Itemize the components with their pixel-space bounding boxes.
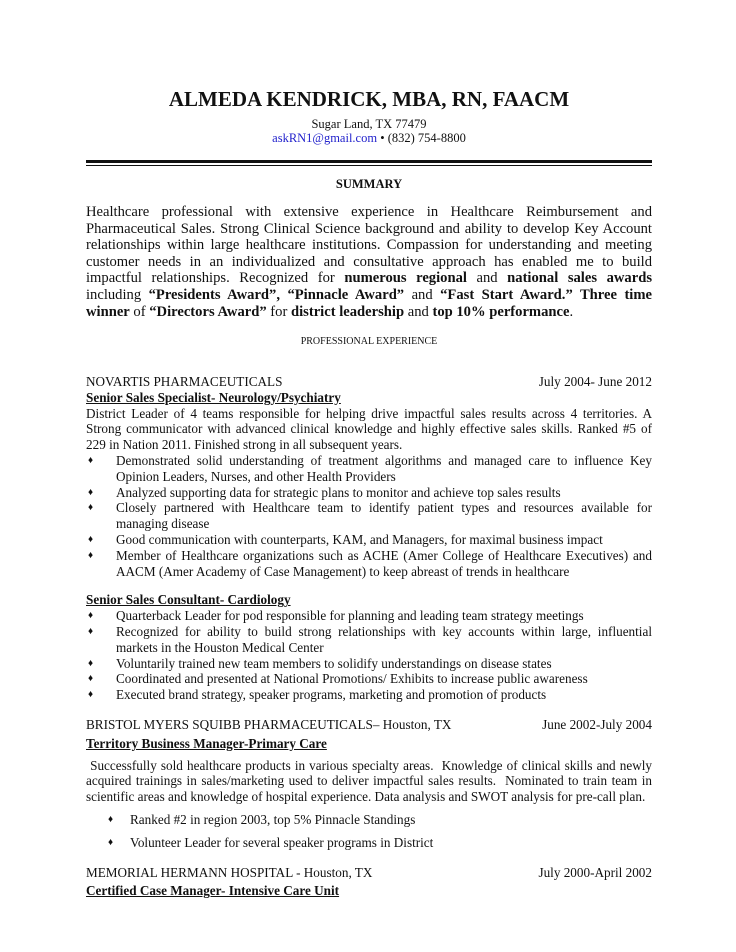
- diamond-bullet-icon: ♦: [108, 836, 114, 848]
- list-item: [86, 548, 652, 580]
- summary-seg: “Fast Start Award.” Three time winner: [86, 286, 652, 320]
- list-item: [86, 532, 652, 548]
- list-item: [86, 812, 652, 828]
- summary-seg: for: [266, 303, 291, 320]
- diamond-bullet-icon: ♦: [108, 813, 114, 825]
- summary-seg: Healthcare professional with extensive experience in Healthcare Reimbursement and Pharmaceutical Sales. Strong Clinical Science background and ability to develop Key Account relationships within large healthcare institutions. Compassion for understanding and meeting customer needs in an individualized and consultative approach has enabled me to build impactful relationships. Recognized for: [86, 204, 652, 287]
- location: Sugar Land, TX 77479: [311, 117, 427, 131]
- role-description: Successfully sold healthcare products in various specialty areas. Knowledge of clinical skills and newly acquired trainings in sales/marketing used to deliver impactful sales results. Nominated to train team in scientific areas and knowledge of hospital experience. Data analysis and SWOT analysis for pre-call plan.: [86, 757, 656, 805]
- summary-seg: top 10% performance: [432, 303, 570, 320]
- bullet-text: Executed brand strategy, speaker programs, marketing and promotion of products: [116, 687, 547, 703]
- diamond-bullet-icon: ♦: [88, 610, 94, 622]
- dates: July 2000-April 2002: [538, 864, 652, 880]
- role-title: Certified Case Manager- Intensive Care Unit: [86, 883, 340, 899]
- dates: June 2002-July 2004: [542, 716, 652, 732]
- diamond-bullet-icon: ♦: [88, 486, 94, 498]
- list-item: [86, 485, 652, 501]
- summary-seg: .: [569, 303, 574, 320]
- bullet-text: Analyzed supporting data for strategic plans to monitor and achieve top sales results: [116, 484, 561, 500]
- summary-text: [86, 204, 652, 320]
- dates: July 2004- June 2012: [538, 374, 652, 389]
- diamond-bullet-icon: ♦: [88, 673, 94, 685]
- summary-seg: including: [86, 286, 149, 303]
- candidate-name: ALMEDA KENDRICK, MBA, RN, FAACM: [168, 87, 570, 111]
- bullet-text: Voluntarily trained new team members to solidify understandings on disease states: [116, 655, 552, 671]
- company: BRISTOL MYERS SQUIBB PHARMACEUTICALS– Houston, TX: [86, 716, 452, 732]
- role-title: Territory Business Manager-Primary Care: [86, 735, 327, 751]
- diamond-bullet-icon: ♦: [88, 549, 94, 561]
- diamond-bullet-icon: ♦: [88, 502, 94, 514]
- diamond-bullet-icon: ♦: [88, 533, 94, 545]
- list-item: [86, 656, 652, 672]
- summary-seg: and: [404, 286, 441, 303]
- summary-seg: of: [129, 303, 150, 320]
- separator: •: [377, 131, 388, 145]
- list-item: [86, 453, 652, 485]
- list-item: [86, 687, 652, 703]
- role-description: District Leader of 4 teams responsible for helping drive impactful sales results across 4 territories. A Strong communicator with advanced clinical knowledge and highly effective sales skills. Ranked #5 of 229 in Nation 2011. Finished strong in all subsequent years.: [86, 405, 652, 453]
- experience-heading: PROFESSIONAL EXPERIENCE: [300, 336, 438, 347]
- diamond-bullet-icon: ♦: [88, 454, 94, 466]
- job-header: [86, 717, 652, 733]
- experience-section: [86, 374, 656, 899]
- bullet-text: Member of Healthcare organizations such as ACHE (Amer College of Healthcare Executives) and AACM (Amer Academy of Case Management) to keep abreast of trends in healthcare: [116, 547, 652, 579]
- contact-block: [86, 117, 652, 145]
- company: MEMORIAL HERMANN HOSPITAL - Houston, TX: [86, 864, 373, 880]
- role-title: Senior Sales Consultant- Cardiology: [86, 592, 291, 608]
- list-item: [86, 500, 652, 532]
- bullet-text: Volunteer Leader for several speaker programs in District: [130, 834, 434, 850]
- diamond-bullet-icon: ♦: [88, 657, 94, 669]
- diamond-bullet-icon: ♦: [88, 625, 94, 637]
- bullet-list: [86, 608, 652, 703]
- list-item: [86, 835, 652, 851]
- summary-seg: and: [466, 270, 508, 287]
- job-header: [86, 865, 652, 881]
- bullet-text: Closely partnered with Healthcare team to identify patient types and resources available for managing disease: [116, 500, 652, 532]
- summary-heading: SUMMARY: [335, 177, 403, 191]
- summary-seg: national sales awards: [507, 270, 652, 287]
- bullet-text: Ranked #2 in region 2003, top 5% Pinnacle Standings: [130, 811, 416, 827]
- bullet-list: [86, 812, 652, 851]
- bullet-text: Good communication with counterparts, KAM, and Managers, for maximal business impact: [116, 531, 603, 547]
- summary-seg: and: [404, 303, 433, 320]
- bullet-text: Quarterback Leader for pod responsible for planning and leading team strategy meetings: [116, 608, 584, 624]
- bullet-text: Recognized for ability to build strong relationships with key accounts within large, influential markets in the Houston Medical Center: [116, 623, 652, 655]
- company: NOVARTIS PHARMACEUTICALS: [86, 374, 283, 389]
- phone: (832) 754-8800: [387, 131, 466, 145]
- role-title: Senior Sales Specialist- Neurology/Psychiatry: [86, 389, 341, 405]
- email-link[interactable]: askRN1@gmail.com: [272, 131, 378, 145]
- bullet-text: Demonstrated solid understanding of treatment algorithms and managed care to influence Key Opinion Leaders, Nurses, and other Health Providers: [116, 452, 652, 484]
- summary-seg: “Presidents Award”, “Pinnacle Award”: [148, 286, 405, 303]
- list-item: [86, 624, 652, 656]
- bullet-text: Coordinated and presented at National Promotions/ Exhibits to increase public awareness: [116, 671, 588, 687]
- bullet-list: [86, 453, 652, 579]
- list-item: [86, 671, 652, 687]
- summary-seg: “Directors Award”: [149, 303, 267, 320]
- summary-seg: numerous regional: [344, 270, 467, 287]
- header-divider: [86, 160, 652, 166]
- summary-seg: district leadership: [290, 303, 405, 320]
- job-header: [86, 374, 652, 390]
- diamond-bullet-icon: ♦: [88, 689, 94, 701]
- list-item: [86, 608, 652, 624]
